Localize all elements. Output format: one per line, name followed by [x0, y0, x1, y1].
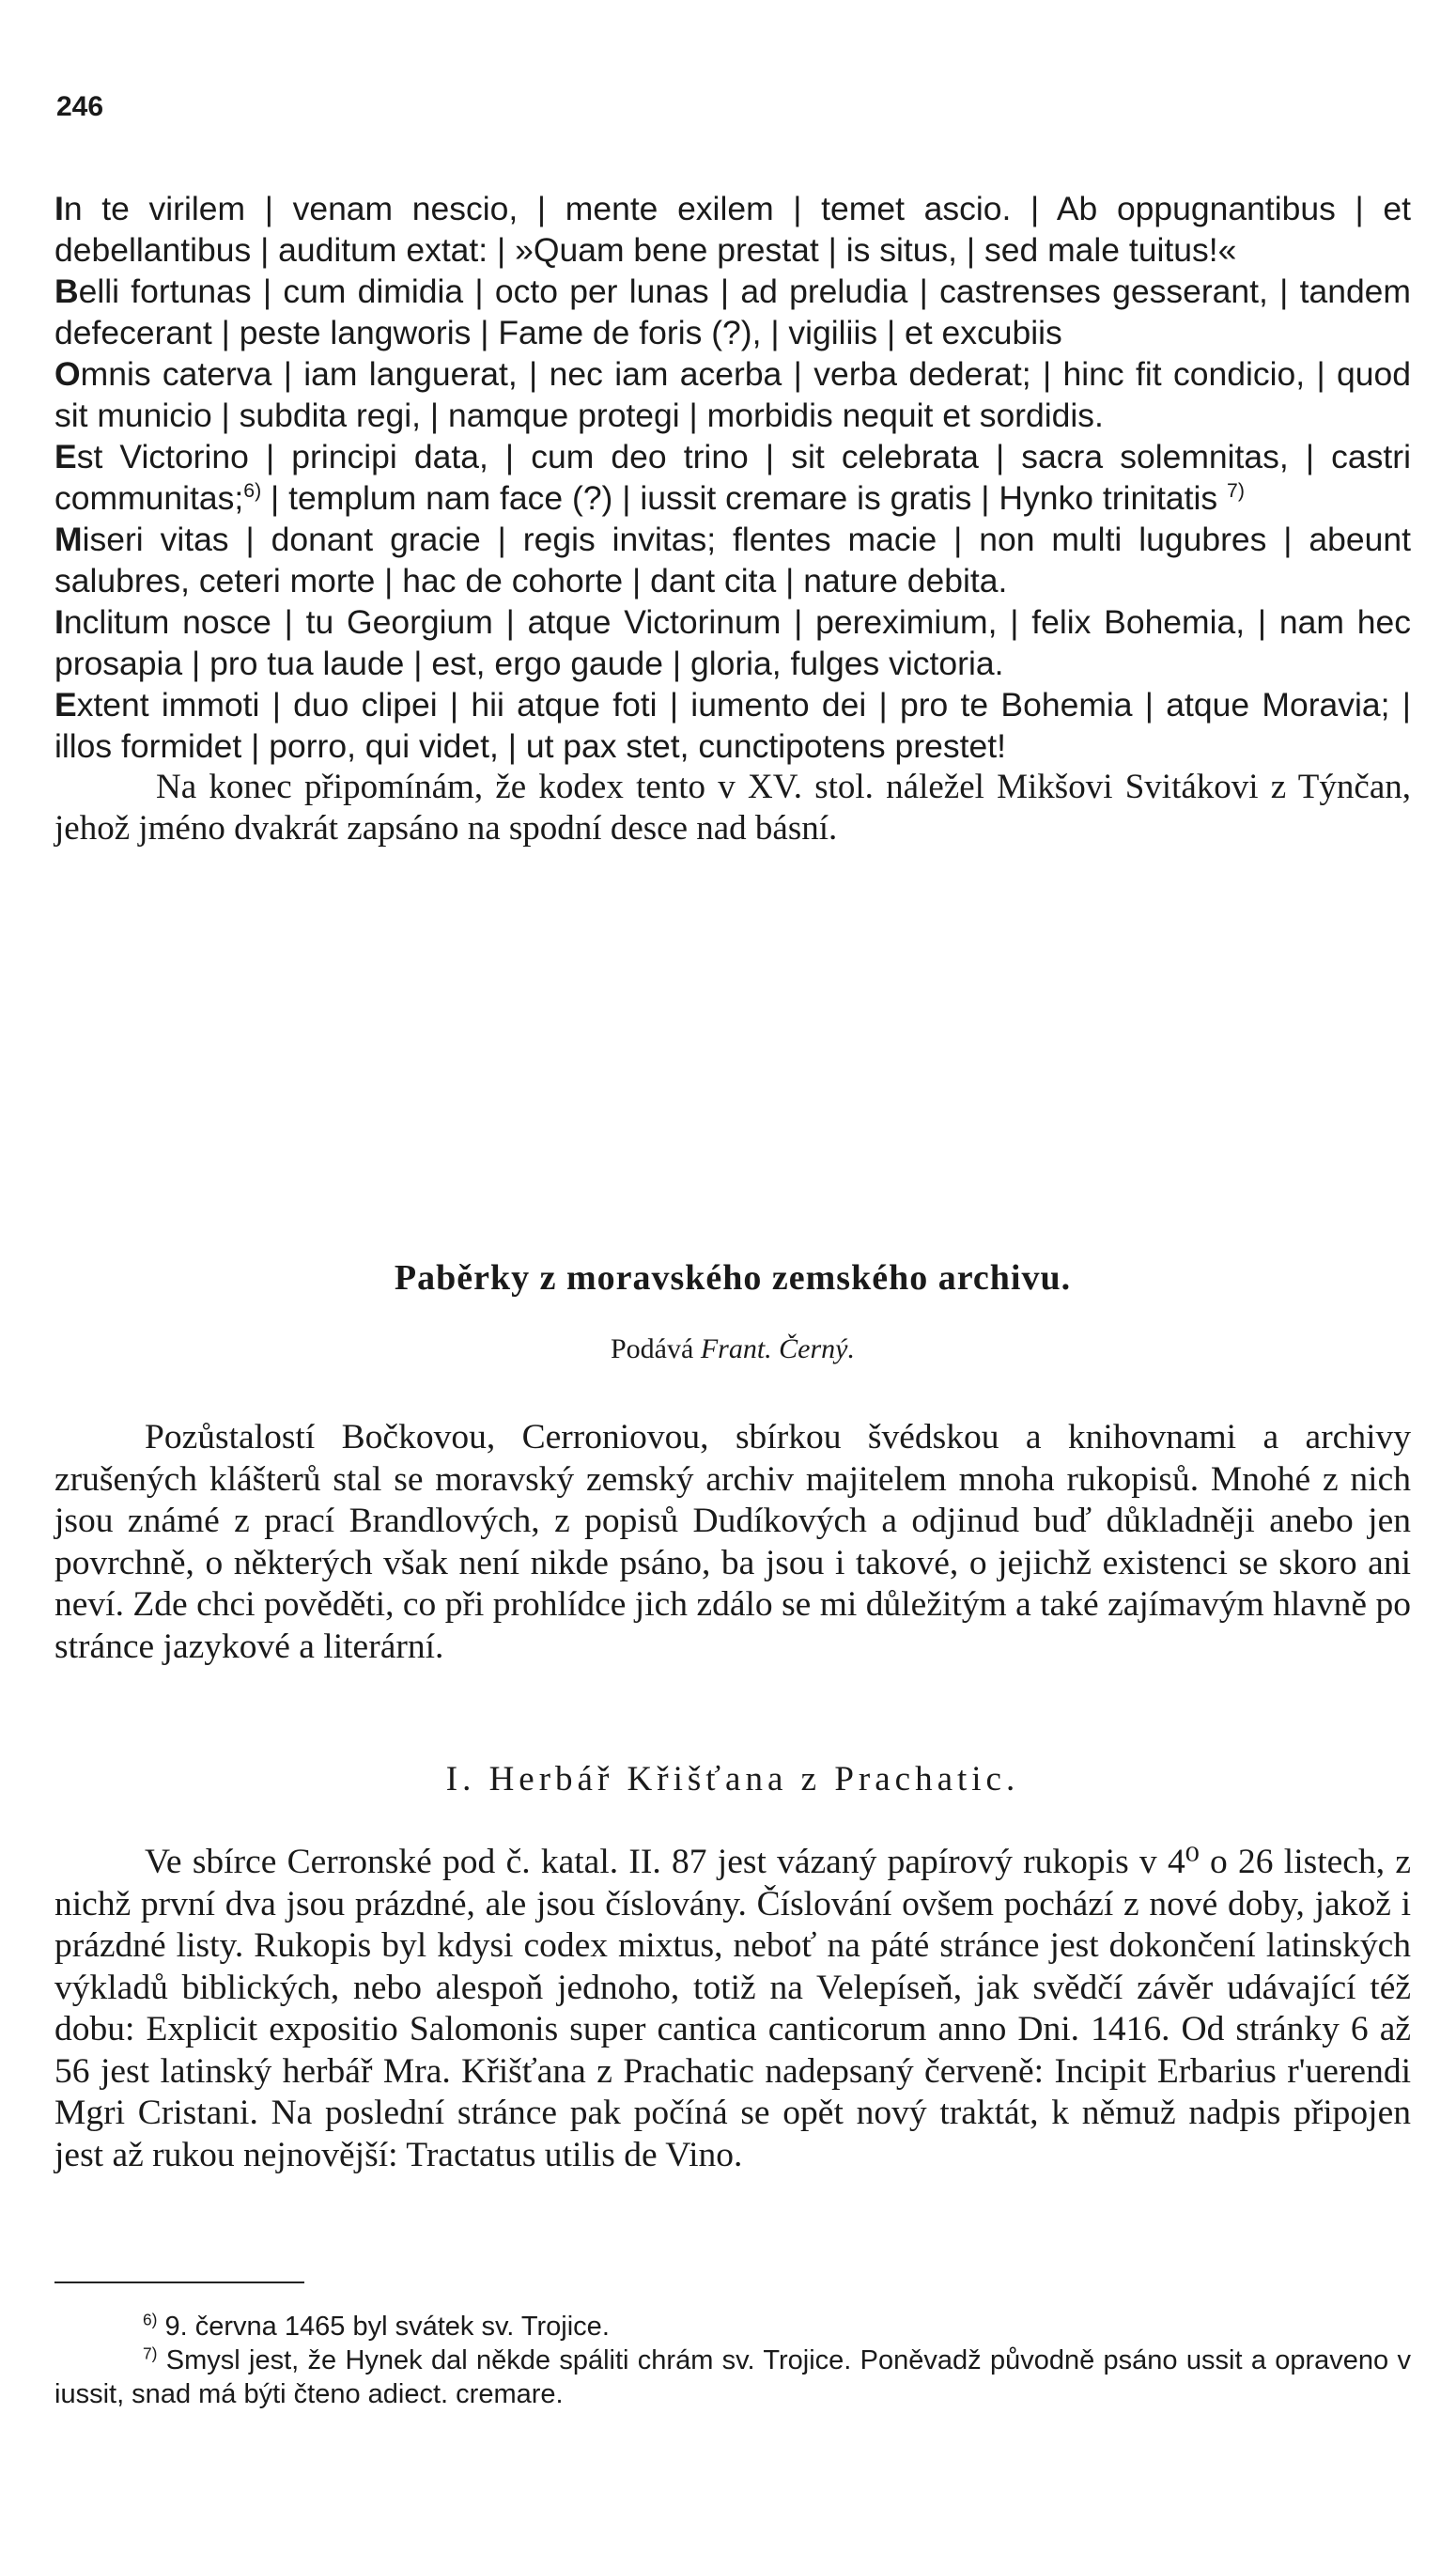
poem-stanza [54, 684, 1411, 767]
poem-stanza [54, 353, 1411, 436]
byline-author: Frant. Černý. [700, 1333, 855, 1364]
footnote-mark: 6) [143, 2310, 158, 2329]
stanza-text: mnis caterva | iam languerat, | nec iam acerba | verba dederat; | hinc fit condicio, | quod sit municio | subdita regi, | namque protegi | morbidis nequit et sordidis. [54, 355, 1411, 434]
poem-stanza [54, 601, 1411, 684]
closing-note: Na konec připomínám, že kodex tento v XV. stol. náležel Mikšovi Svitákovi z Týnčan, jehož jméno dvakrát zapsáno na spodní desce nad básní. [54, 768, 1411, 848]
footnote-text: Smysl jest, že Hynek dal někde spáliti chrám sv. Trojice. Poněvadž původně psáno ussit a opraveno v iussit, snad má býti čteno adiect. cremare. [54, 2345, 1411, 2409]
stanza-text: nclitum nosce | tu Georgium | atque Victorinum | pereximium, | felix Bohemia, | nam hec prosapia | pro tua laude | est, ergo gaude | gloria, fulges victoria. [54, 603, 1411, 682]
stanza-text: xtent immoti | duo clipei | hii atque foti | iumento dei | pro te Bohemia | atque Moravia; | illos formidet | porro, qui videt, | ut pax stet, cunctipotens prestet! [54, 686, 1411, 765]
stanza-initial: M [54, 521, 83, 558]
stanza-text: iseri vitas | donant gracie | regis invitas; flentes macie | non multi lugubres | abeunt salubres, ceteri morte | hac de cohorte | dant cita | nature debita. [54, 521, 1411, 600]
body-text [54, 1842, 1411, 2176]
body-paragraph: Ve sbírce Cerronské pod č. katal. II. 87 jest vázaný papírový rukopis v 4⁰ o 26 listech, z nichž první dva jsou prázdné, ale jsou číslovány. Číslování ovšem pochází z nové doby, jakož i prázdné listy. Rukopis byl kdysi codex mixtus, neboť na páté stránce jest dokončení latinských výkladů biblických, nebo alespoň jednoho, totiž na Velepíseň, jak svědčí závěr udávající též dobu: Explicit expositio Salomonis super cantica canticorum anno Dni. 1416. Od stránky 6 až 56 jest latinský herbář Mra. Křišťana z Prachatic nadepsaný červeně: Incipit Erbarius r'uerendi Mgri Cristani. Na poslední stránce pak počíná se opět nový traktát, k němuž nadpis připojen jest až rukou nejnovější: Tractatus utilis de Vino. [54, 1843, 1411, 2174]
stanza-text: st Victorino | principi data, | cum deo trino | sit celebrata | sacra solemnitas, | castri communitas; [54, 438, 1411, 517]
poem-stanza [54, 271, 1411, 353]
stanza-initial: I [54, 603, 64, 641]
section-title: Paběrky z moravského zemského archivu. [394, 1258, 1072, 1298]
intro [54, 1417, 1411, 1668]
stanza-initial: O [54, 355, 81, 393]
stanza-initial: I [54, 190, 64, 227]
page-number: 246 [56, 91, 104, 122]
footnote-7 [54, 2344, 1411, 2411]
footnote-ref-7[interactable]: 7) [1227, 479, 1245, 503]
footnotes [54, 2310, 1411, 2411]
intro-paragraph: Pozůstalostí Bočkovou, Cerroniovou, sbírkou švédskou a knihovnami a archivy zrušených klášterů stal se moravský zemský archiv majitelem mnoha rukopisů. Mnohé z nich jsou známé z prací Brandlových, z popisů Dudíkových a odjinud buď důkladněji anebo jen povrchně, o některých však není nikde psáno, ba jsou i takové, o jejichž existenci se skoro ani neví. Zde chci pověděti, co při prohlídce jich zdálo se mi důležitým a také zajímavým hlavně po stránce jazykové a literární. [54, 1418, 1411, 1666]
stanza-text: elli fortunas | cum dimidia | octo per lunas | ad preludia | castrenses gesserant, | tandem defecerant | peste langworis | Fame de foris (?), | vigiliis | et excubiis [54, 273, 1411, 351]
poem-stanza [54, 436, 1411, 519]
poem-stanza [54, 188, 1411, 271]
stanza-initial: E [54, 686, 77, 724]
stanza-initial: E [54, 438, 77, 475]
footnote-ref-6[interactable]: 6) [243, 479, 262, 503]
byline-prefix: Podává [611, 1333, 701, 1364]
footnote-mark: 7) [143, 2344, 158, 2363]
stanza-initial: B [54, 273, 79, 310]
footnote-text: 9. června 1465 byl svátek sv. Trojice. [157, 2312, 610, 2342]
subsection-title: I. Herbář Křišťana z Prachatic. [445, 1760, 1020, 1799]
footnote-6 [54, 2310, 1411, 2344]
latin-poem [54, 188, 1411, 849]
byline [54, 1333, 1411, 1365]
page [54, 0, 1411, 2554]
poem-stanza [54, 519, 1411, 601]
footnote-divider [54, 2281, 304, 2283]
stanza-text: n te virilem | venam nescio, | mente exilem | temet ascio. | Ab oppugnantibus | et debellantibus | auditum extat: | »Quam bene prestat | is situs, | sed male tuitus!« [54, 190, 1411, 269]
stanza-text: | templum nam face (?) | iussit cremare is gratis | Hynko trinitatis [261, 479, 1228, 517]
